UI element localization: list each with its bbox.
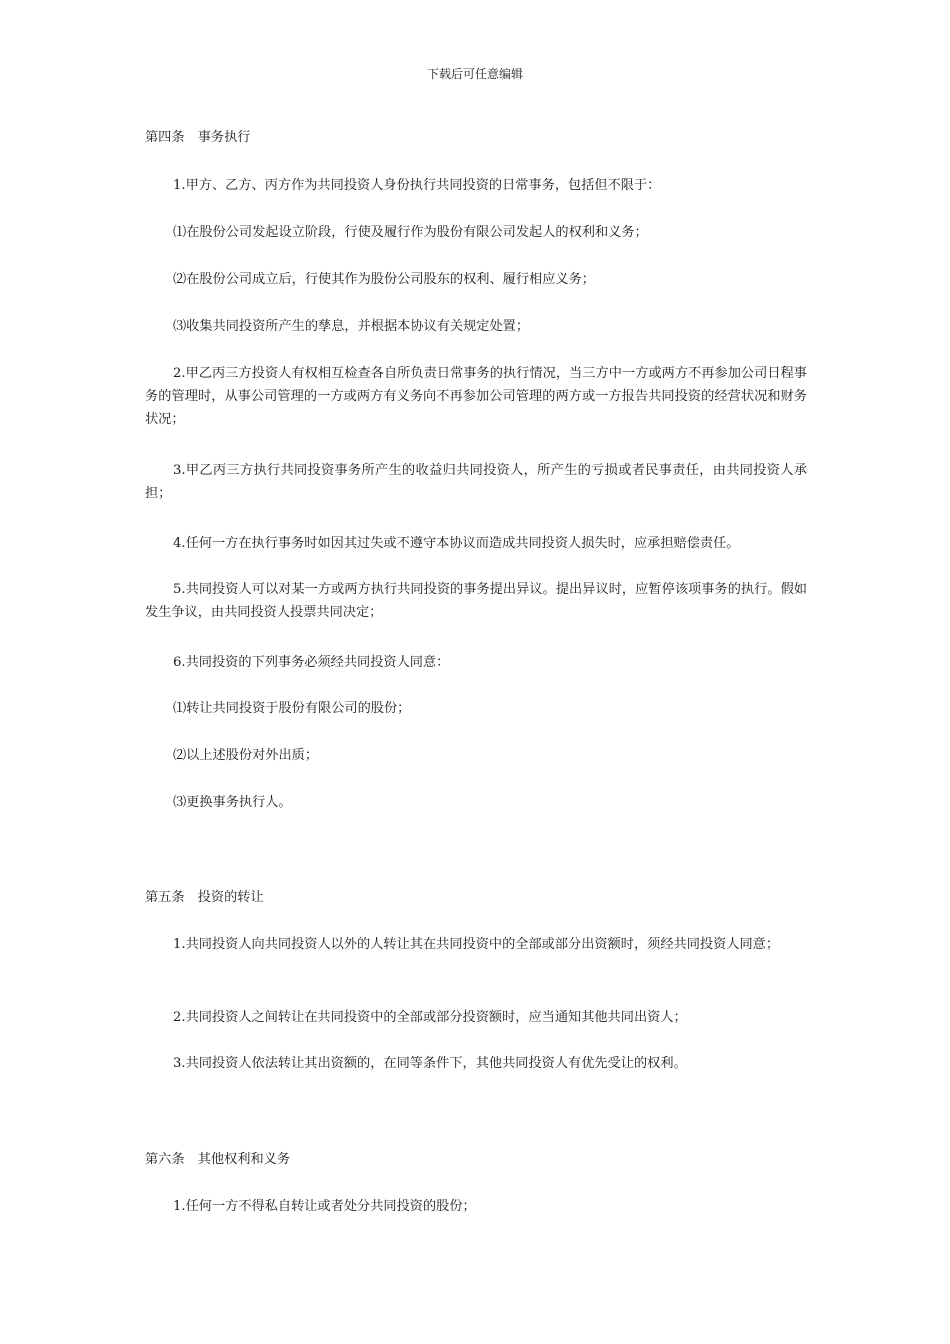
section-4-para-3: 3.甲乙丙三方执行共同投资事务所产生的收益归共同投资人，所产生的亏损或者民事责任，由共同投资人承担； <box>145 463 807 501</box>
section-4-para-6: 6.共同投资的下列事务必须经共同投资人同意： <box>173 655 450 670</box>
section-6-para-1: 1.任何一方不得私自转让或者处分共同投资的股份； <box>173 1199 476 1214</box>
section-4-para-1-item-2: ⑵在股份公司成立后，行使其作为股份公司股东的权利、履行相应义务； <box>173 272 595 287</box>
section-4-heading: 第四条 事务执行 <box>145 130 251 145</box>
section-5-para-1: 1.共同投资人向共同投资人以外的人转让其在共同投资中的全部或部分出资额时，须经共同投资人同意； <box>173 937 780 952</box>
section-5-para-2: 2.共同投资人之间转让在共同投资中的全部或部分投资额时，应当通知其他共同出资人； <box>173 1010 687 1025</box>
page-header: 下载后可任意编辑 <box>426 67 523 81</box>
section-5-heading: 第五条 投资的转让 <box>145 890 264 905</box>
section-4-para-4: 4.任何一方在执行事务时如因其过失或不遵守本协议而造成共同投资人损失时，应承担赔偿责任。 <box>173 536 740 551</box>
section-4-para-5: 5.共同投资人可以对某一方或两方执行共同投资的事务提出异议。提出异议时，应暂停该项事务的执行。假如发生争议，由共同投资人投票共同决定； <box>145 582 807 620</box>
section-4-para-6-item-2: ⑵以上述股份对外出质； <box>173 748 319 763</box>
section-5-para-3: 3.共同投资人依法转让其出资额的，在同等条件下，其他共同投资人有优先受让的权利。 <box>173 1056 687 1071</box>
section-4-para-1-item-1: ⑴在股份公司发起设立阶段，行使及履行作为股份有限公司发起人的权利和义务； <box>173 225 648 240</box>
section-4-para-2: 2.甲乙丙三方投资人有权相互检查各自所负责日常事务的执行情况，当三方中一方或两方不再参加公司日程事务的管理时，从事公司管理的一方或两方有义务向不再参加公司管理的两方或一方报告共同投资的经营状况和财务状况； <box>145 366 807 427</box>
section-4-para-1-item-3: ⑶收集共同投资所产生的孳息，并根据本协议有关规定处置； <box>173 319 530 334</box>
section-4-para-1: 1.甲方、乙方、丙方作为共同投资人身份执行共同投资的日常事务，包括但不限于： <box>173 178 661 193</box>
section-4-para-6-item-3: ⑶更换事务执行人。 <box>173 795 292 810</box>
section-6-heading: 第六条 其他权利和义务 <box>145 1152 291 1167</box>
section-4-para-6-item-1: ⑴转让共同投资于股份有限公司的股份； <box>173 701 411 716</box>
